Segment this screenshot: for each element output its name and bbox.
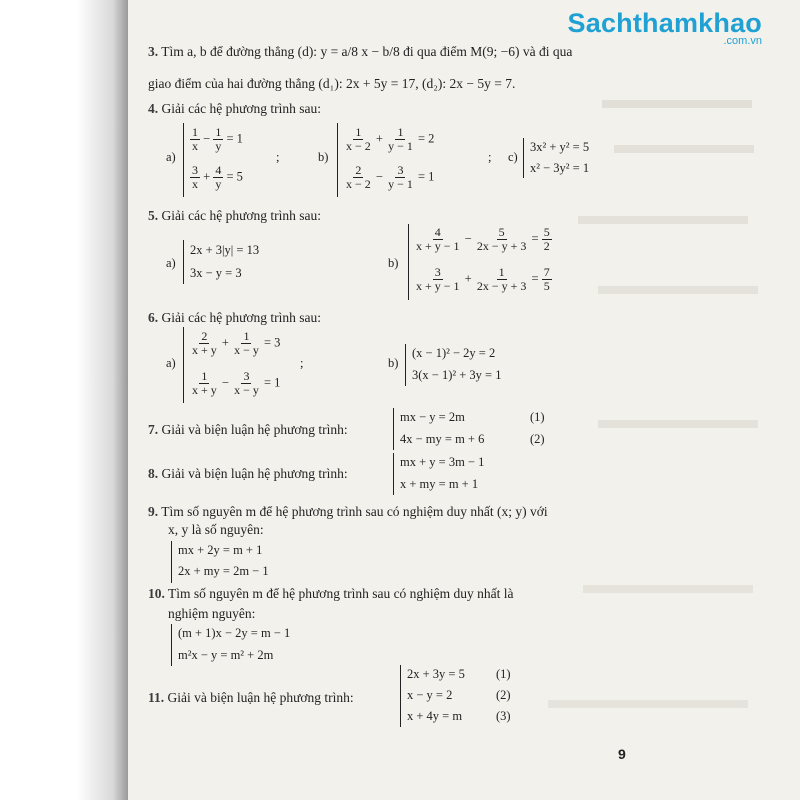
system-brace [393, 408, 394, 450]
p4a-row1: $\frac{1}{x}$ − $\frac{1}{y}$ = 1 [192, 125, 243, 153]
system-brace [523, 138, 524, 178]
p9-eq2: 2x + my = 2m − 1 [178, 564, 269, 578]
problem-4-heading [148, 101, 321, 117]
problem-number: 7. [148, 422, 159, 437]
system-brace [183, 123, 184, 197]
p7-eq2: 4x − my = m + 6 [400, 432, 485, 446]
system-brace [400, 665, 401, 727]
p11-tag2: (2) [496, 688, 511, 702]
problem-10-line2: nghiệm nguyên: [168, 606, 256, 621]
problem-number: 4. [148, 101, 159, 116]
p11-tag1: (1) [496, 667, 511, 681]
p4c-label: c) [508, 150, 518, 164]
p7-eq1: mx − y = 2m [400, 410, 465, 424]
bleed-through [578, 216, 748, 224]
bleed-through [598, 420, 758, 428]
separator: ; [488, 150, 492, 164]
system-brace [183, 240, 184, 284]
p10-eq1: (m + 1)x − 2y = m − 1 [178, 626, 291, 640]
p5a-eq1: 2x + 3|y| = 13 [190, 243, 260, 257]
p11-eq3: x + 4y = m [407, 709, 463, 723]
system-brace [171, 624, 172, 666]
p10-eq2: m²x − y = m² + 2m [178, 648, 274, 662]
problem-text: Giải và biện luận hệ phương trình: [167, 690, 354, 705]
problem-text: Giải các hệ phương trình sau: [161, 208, 322, 223]
p11-eq1: 2x + 3y = 5 [407, 667, 465, 681]
p4b-row2: $\frac{2}{x - 2}$ − $\frac{3}{y - 1}$ = 1 [346, 163, 435, 191]
page-number: 9 [618, 746, 626, 762]
bleed-through [583, 585, 753, 593]
p11-eq2: x − y = 2 [407, 688, 453, 702]
problem-5-heading [148, 208, 321, 224]
p6b-eq1: (x − 1)² − 2y = 2 [412, 346, 496, 360]
p8-eq2: x + my = m + 1 [400, 477, 479, 491]
bleed-through [598, 286, 758, 294]
p5a-label: a) [166, 256, 176, 270]
p7-tag1: (1) [530, 410, 545, 424]
problem-text: Tìm số nguyên m để hệ phương trình sau có nghiệm duy nhất (x; y) với [161, 504, 548, 519]
problem-3-line2: giao điểm của hai đường thẳng (d₁): 2x + 5y = 17, (d₂): 2x − 5y = 7. [148, 76, 516, 91]
problem-8 [148, 466, 348, 482]
p9-eq1: mx + 2y = m + 1 [178, 543, 263, 557]
bleed-through [548, 700, 748, 708]
problem-11 [148, 690, 354, 706]
p5b-label: b) [388, 256, 399, 270]
p8-eq1: mx + y = 3m − 1 [400, 455, 485, 469]
problem-9-line2: x, y là số nguyên: [168, 522, 264, 537]
problem-9-line1 [148, 504, 548, 520]
problem-text: Tìm a, b để đường thẳng (d): y = a/8 x − b/8 đi qua điểm M(9; −6) và đi qua [161, 44, 573, 59]
problem-3-line1 [148, 44, 572, 60]
problem-number: 11. [148, 690, 165, 705]
p4a-row2: $\frac{3}{x}$ + $\frac{4}{y}$ = 5 [192, 163, 243, 191]
brand-watermark [568, 8, 762, 47]
system-brace [183, 327, 184, 403]
p6a-row2: $\frac{1}{x + y}$ − $\frac{3}{x - y}$ = 1 [192, 369, 281, 397]
p4a-label: a) [166, 150, 176, 164]
problem-number: 8. [148, 466, 159, 481]
problem-number: 5. [148, 208, 159, 223]
p5b-row2: $\frac{3}{x + y - 1}$ + $\frac{1}{2x - y + 3}$ = $\frac{7}{5}$ [416, 265, 550, 293]
problem-text: Giải các hệ phương trình sau: [161, 310, 322, 325]
bleed-through [602, 100, 752, 108]
p4b-row1: $\frac{1}{x - 2}$ + $\frac{1}{y - 1}$ = 2 [346, 125, 435, 153]
p5b-row1: $\frac{4}{x + y - 1}$ − $\frac{5}{2x - y + 3}$ = $\frac{5}{2}$ [416, 225, 550, 253]
p4c-eq2: x² − 3y² = 1 [530, 161, 590, 175]
p6a-label: a) [166, 356, 176, 370]
problem-number: 6. [148, 310, 159, 325]
problem-text: Giải và biện luận hệ phương trình: [161, 466, 348, 481]
problem-6-heading [148, 310, 321, 326]
brand-domain: .com.vn [723, 35, 762, 47]
problem-text: Giải và biện luận hệ phương trình: [161, 422, 348, 437]
system-brace [393, 453, 394, 495]
p4b-label: b) [318, 150, 329, 164]
brand-name: Sachthamkhao [567, 8, 762, 38]
book-spine-shadow [0, 0, 128, 800]
problem-text: Tìm số nguyên m để hệ phương trình sau có nghiệm duy nhất là [168, 586, 514, 601]
p6b-label: b) [388, 356, 399, 370]
p7-tag2: (2) [530, 432, 545, 446]
system-brace [337, 123, 338, 197]
p6a-row1: $\frac{2}{x + y}$ + $\frac{1}{x - y}$ = 3 [192, 329, 281, 357]
system-brace [405, 344, 406, 386]
separator: ; [300, 356, 304, 370]
p4c-eq1: 3x² + y² = 5 [530, 140, 590, 154]
problem-number: 3. [148, 44, 159, 59]
problem-10-line1 [148, 586, 514, 602]
p5a-eq2: 3x − y = 3 [190, 266, 242, 280]
separator: ; [276, 150, 280, 164]
bleed-through [614, 145, 754, 153]
p6b-eq2: 3(x − 1)² + 3y = 1 [412, 368, 502, 382]
system-brace [171, 541, 172, 583]
p11-tag3: (3) [496, 709, 511, 723]
problem-number: 10. [148, 586, 165, 601]
problem-number: 9. [148, 504, 159, 519]
problem-text: Giải các hệ phương trình sau: [161, 101, 322, 116]
problem-7 [148, 422, 348, 438]
system-brace [408, 224, 409, 300]
